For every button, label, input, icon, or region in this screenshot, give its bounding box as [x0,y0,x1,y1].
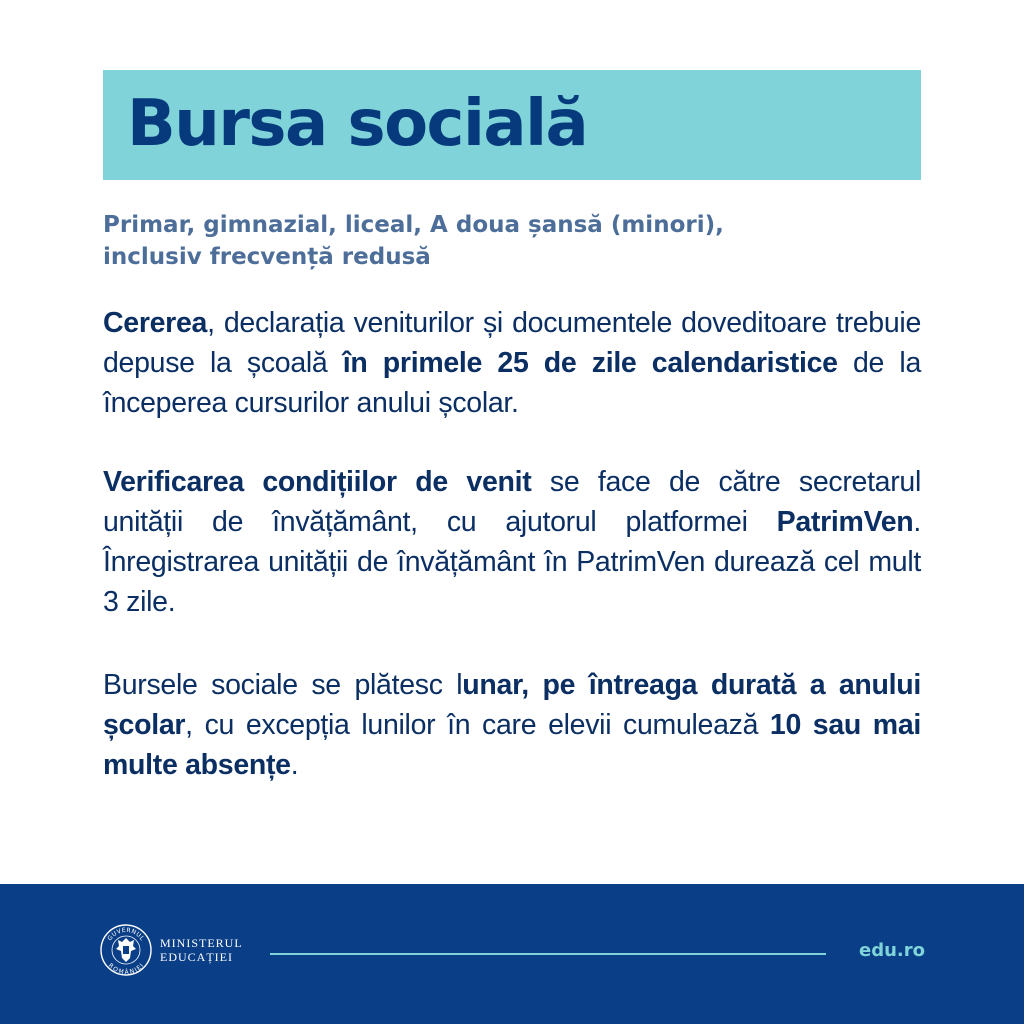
application-text: , declarația veniturilor și documentele doveditoare trebuie depuse la școală [103,307,921,379]
ministry-name [160,936,243,964]
application-bold: Cererea [103,307,208,339]
title-banner [103,70,921,180]
period-text: . [290,749,299,781]
paragraph-payment [103,665,921,785]
ministry-line-1: MINISTERUL [160,936,243,950]
government-seal-icon [100,924,152,976]
verification-text: se face de către secretarul unității de învățământ, cu ajutorul platformei [103,466,922,538]
website-link[interactable]: edu.ro [859,940,925,961]
patrimven-bold: PatrimVen [776,506,914,538]
subtitle-line-1: Primar, gimnazial, liceal, A doua șansă (minori), [103,212,724,238]
deadline-text: de la începerea cursurilor anului școlar. [103,347,921,419]
seal-ring-bottom: ROMÂNIEI [106,962,146,976]
paragraph-application [103,303,921,423]
absences-bold: 10 sau mai multe absențe [103,709,921,781]
subtitle [103,209,921,273]
payment-text: Bursele sociale se plătesc l [103,669,463,701]
verification-bold: Verificarea condițiilor de venit [103,466,532,498]
page-title: Bursa socială [127,87,588,161]
footer-divider [270,953,826,955]
deadline-bold: în primele 25 de zile calendaristice [342,347,838,379]
paragraph-verification [103,462,921,622]
ministry-line-2: EDUCAȚIEI [160,950,233,964]
registration-text: . Înregistrarea unității de învățământ în PatrimVen durează cel mult 3 zile. [103,506,921,618]
monthly-bold: unar, pe întreaga durată a anului școlar [103,669,921,741]
subtitle-line-2: inclusiv frecvență redusă [103,244,431,270]
exception-text: , cu excepția lunilor în care elevii cumulează [185,709,770,741]
seal-ring-top: GUVERNUL [106,926,146,943]
footer-bar [0,884,1024,1024]
